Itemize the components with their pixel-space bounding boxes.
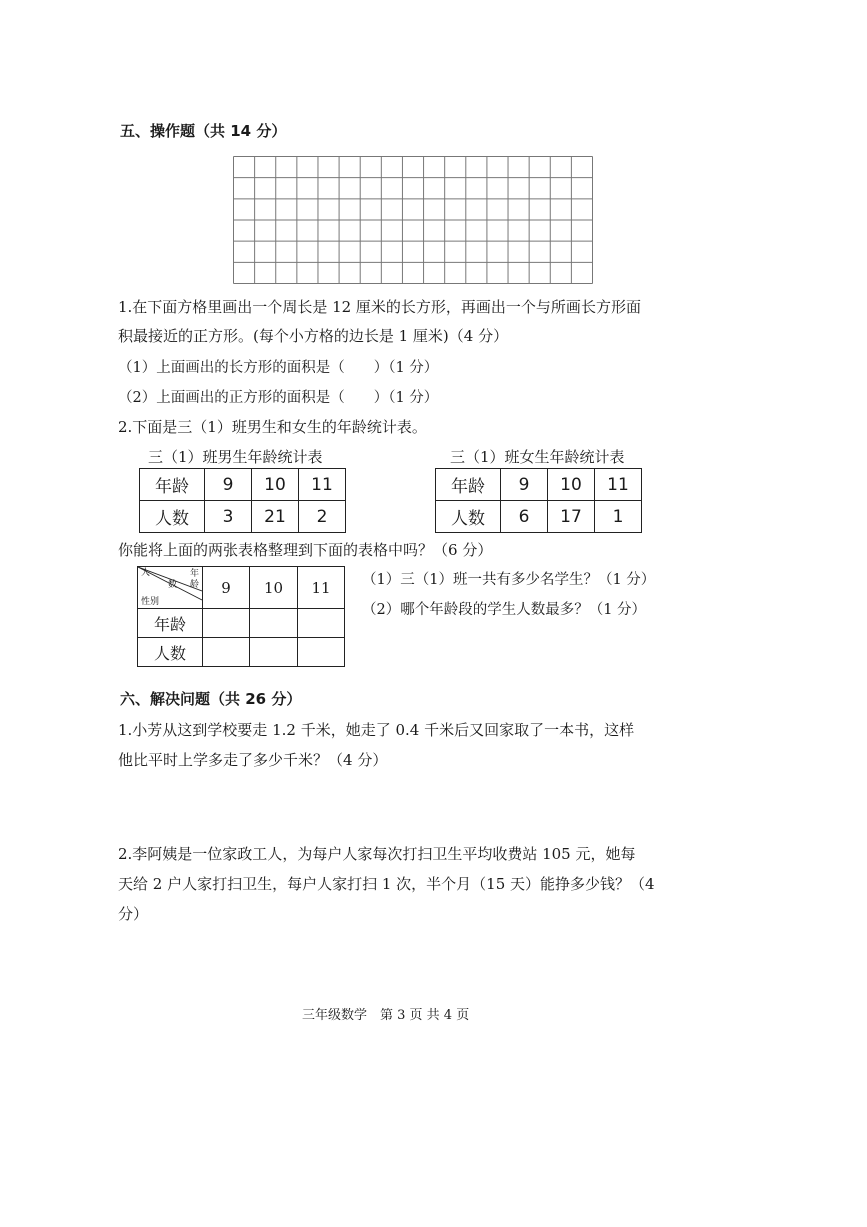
- diag-label-shu: 数: [168, 580, 178, 590]
- diag-label-ling: 龄: [190, 580, 200, 590]
- merged-age-10: 10: [250, 567, 298, 609]
- boys-age-10: 10: [252, 469, 299, 501]
- s6-q2-line-2: 天给 2 户人家打扫卫生，每户人家打扫 1 次，半个月（15 天）能挣多少钱？（4: [118, 875, 655, 893]
- girls-count-10: 17: [548, 501, 595, 533]
- boys-count-9: 3: [205, 501, 252, 533]
- diag-label-ren: 人: [141, 568, 151, 578]
- girls-count-9: 6: [501, 501, 548, 533]
- merged-blank-cell[interactable]: [298, 638, 345, 667]
- section-5-title: 五、操作题（共 14 分）: [120, 122, 287, 140]
- section-6-title: 六、解决问题（共 26 分）: [120, 690, 302, 708]
- girls-age-table: [435, 468, 642, 533]
- boys-count-11: 2: [299, 501, 346, 533]
- girls-row2-header: 人数: [436, 501, 501, 533]
- q1-sub-1: （1）上面画出的长方形的面积是（ ）（1 分）: [118, 360, 439, 376]
- boys-age-9: 9: [205, 469, 252, 501]
- q1-line-2: 积最接近的正方形。(每个小方格的边长是 1 厘米)（4 分）: [118, 327, 509, 345]
- girls-table-caption: 三（1）班女生年龄统计表: [450, 448, 625, 466]
- merged-blank-cell[interactable]: [250, 638, 298, 667]
- girls-row1-header: 年龄: [436, 469, 501, 501]
- merged-age-9: 9: [203, 567, 250, 609]
- s6-q2-line-1: 2.李阿姨是一位家政工人，为每户人家每次打扫卫生平均收费站 105 元，她每: [118, 845, 636, 863]
- s6-q2-line-3: 分）: [118, 905, 149, 923]
- boys-table-caption: 三（1）班男生年龄统计表: [148, 448, 323, 466]
- s6-q1-line-1: 1.小芳从这到学校要走 1.2 千米，她走了 0.4 千米后又回家取了一本书，这样: [118, 721, 635, 739]
- girls-age-9: 9: [501, 469, 548, 501]
- diag-label-nian: 年: [190, 569, 200, 579]
- girls-age-10: 10: [548, 469, 595, 501]
- side-question-2: （2）哪个年龄段的学生人数最多？（1 分）: [362, 602, 647, 618]
- s6-q1-line-2: 他比平时上学多走了多少千米？（4 分）: [118, 751, 388, 769]
- merge-prompt: 你能将上面的两张表格整理到下面的表格中吗？（6 分）: [118, 541, 493, 559]
- merged-blank-cell[interactable]: [250, 609, 298, 638]
- girls-count-11: 1: [595, 501, 642, 533]
- square-grid[interactable]: [233, 156, 593, 284]
- q2-line: 2.下面是三（1）班男生和女生的年龄统计表。: [118, 418, 427, 436]
- boys-age-table: [139, 468, 346, 533]
- merged-row-label-count: 人数: [138, 638, 203, 667]
- q1-line-1: 1.在下面方格里画出一个周长是 12 厘米的长方形，再画出一个与所画长方形面: [118, 298, 641, 316]
- side-question-1: （1）三（1）班一共有多少名学生？（1 分）: [362, 572, 656, 588]
- merged-blank-cell[interactable]: [203, 609, 250, 638]
- merged-age-table: [137, 566, 345, 667]
- diagonal-header-cell: [138, 567, 203, 609]
- boys-count-10: 21: [252, 501, 299, 533]
- page-footer: 三年级数学 第 3 页 共 4 页: [302, 1008, 470, 1023]
- merged-blank-cell[interactable]: [203, 638, 250, 667]
- diag-label-xingbie: 性别: [141, 597, 160, 607]
- boys-row1-header: 年龄: [140, 469, 205, 501]
- boys-row2-header: 人数: [140, 501, 205, 533]
- boys-age-11: 11: [299, 469, 346, 501]
- merged-row-label-age: 年龄: [138, 609, 203, 638]
- q1-sub-2: （2）上面画出的正方形的面积是（ ）（1 分）: [118, 390, 439, 406]
- girls-age-11: 11: [595, 469, 642, 501]
- merged-age-11: 11: [298, 567, 345, 609]
- merged-blank-cell[interactable]: [298, 609, 345, 638]
